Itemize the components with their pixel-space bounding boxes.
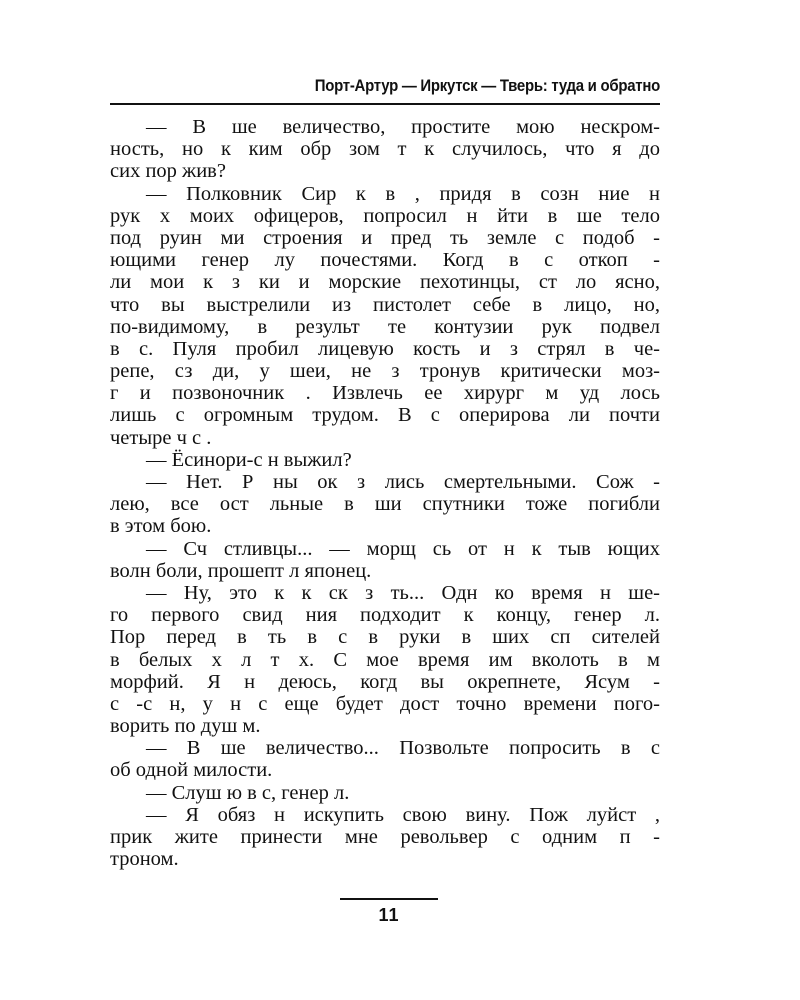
text-line: с -с н, у н с еще будет дост точно времени пого- [110, 692, 660, 715]
text-line: ность, но к ким обр зом т к случилось, что я до [110, 138, 660, 161]
text-line: — Слуш ю в с, генер л. [146, 781, 350, 804]
text-line: четыре ч с . [110, 426, 212, 449]
text-line: под руин ми строения и пред ть земле с подоб - [110, 226, 660, 249]
text-line: — В ше величество, простите мою нескром- [146, 116, 660, 138]
text-line: ворить по душ м. [110, 715, 261, 738]
text-line: г и позвоночник . Извлечь ее хирург м уд лось [110, 382, 660, 405]
text-line: лею, все ост льные в ши спутники тоже погибли [110, 493, 660, 516]
text-line: репе, сз ди, у шеи, не з тронув критически моз- [110, 360, 660, 383]
text-line: — Ёсинори-с н выжил? [146, 448, 352, 471]
text-line: го первого свид ния подходит к концу, генер л. [110, 604, 660, 627]
text-line: — Сч стливцы... — морщ сь от н к тыв ющих [146, 537, 660, 560]
text-line: что вы выстрелили из пистолет себе в лицо, но, [110, 293, 660, 316]
text-line: об одной милости. [110, 759, 273, 782]
text-line: в белых х л т х. С мое время им вколоть в м [110, 648, 660, 671]
text-line: — В ше величество... Позвольте попросить в с [146, 737, 660, 760]
text-line: сих пор жив? [110, 160, 226, 183]
body-text [110, 116, 660, 870]
text-line: троном. [110, 848, 179, 871]
text-line: — Я обяз н искупить свою вину. Пож луйст , [146, 803, 660, 826]
text-line: лишь с огромным трудом. В с оперирова ли почти [110, 404, 660, 427]
text-line: рук х моих офицеров, попросил н йти в ше тело [110, 204, 660, 227]
text-line: Пор перед в ть в с в руки в ших сп сителей [110, 626, 660, 649]
text-line: — Полковник Сир к в , придя в созн ние н [146, 182, 660, 205]
text-line: в с. Пуля пробил лицевую кость и з стрял в че- [110, 337, 660, 360]
text-line: прик жите принести мне револьвер с одним п - [110, 826, 660, 848]
text-line: в этом бою. [110, 515, 212, 538]
page-number: 11 [378, 905, 400, 925]
text-line: ли мои к з ки и морские пехотинцы, ст ло ясно, [110, 271, 660, 294]
text-line: — Ну, это к к ск з ть... Одн ко время н ше- [146, 581, 660, 604]
text-line: волн боли, прошепт л японец. [110, 559, 372, 582]
running-header: Порт-Артур — Иркутск — Тверь: туда и обратно [314, 76, 660, 95]
text-line: — Нет. Р ны ок з лись смертельными. Сож - [146, 471, 660, 493]
footer-rule [340, 898, 438, 900]
text-line: морфий. Я н деюсь, когд вы окрепнете, Ясум - [110, 670, 660, 693]
text-line: по-видимому, в результ те контузии рук подвел [110, 315, 660, 338]
header-rule [110, 103, 660, 105]
text-line: ющими генер лу почестями. Когд в с откоп - [110, 249, 660, 272]
